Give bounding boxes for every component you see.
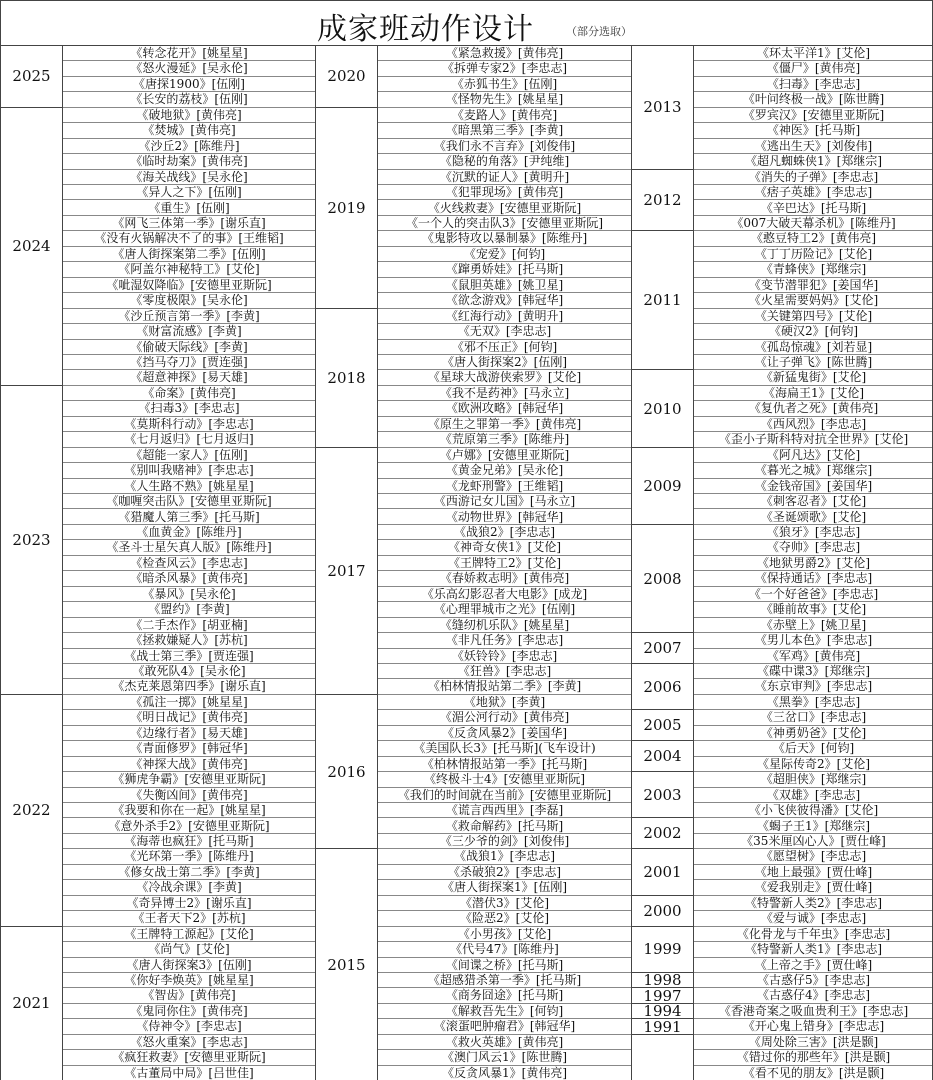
- film-entry: 《三少爷的剑》[刘俊伟]: [378, 834, 631, 849]
- film-entry: 《人生路不熟》[姚星星]: [63, 479, 315, 494]
- film-entry: 《超感猎杀第一季》[托马斯]: [378, 973, 631, 988]
- film-entry: 《别叫我赌神》[李忠志]: [63, 463, 315, 478]
- film-entry: 《特警新人类2》[李忠志]: [694, 896, 933, 911]
- film-entry: 《化骨龙与千年虫》[李忠志]: [694, 927, 933, 942]
- film-entry: 《星球大战游侠索罗》[艾伦]: [378, 370, 631, 385]
- film-entry: 《暗黑第三季》[李黄]: [378, 123, 631, 138]
- film-entry: 《神探大战》[黄伟亮]: [63, 757, 315, 772]
- film-entry: 《动物世界》[韩冠华]: [378, 510, 631, 525]
- year-label: 2010: [632, 370, 693, 447]
- film-entry: 《唐人街探案3》[伍刚]: [63, 958, 315, 973]
- year-label: 2024: [1, 108, 62, 386]
- film-entry: 《战士第三季》[贾连强]: [63, 649, 315, 664]
- film-entry: 《沙丘2》[陈维丹]: [63, 139, 315, 154]
- film-entry: 《宠爱》[何钧]: [378, 247, 631, 262]
- film-entry: 《杰克莱恩第四季》[谢乐直]: [63, 679, 315, 694]
- film-entry: 《莫斯科行动》[李忠志]: [63, 417, 315, 432]
- film-entry: 《血黄金》[陈维丹]: [63, 525, 315, 540]
- film-entry: 《蹿勇娇娃》[托马斯]: [378, 262, 631, 277]
- film-entry: 《险恶2》[艾伦]: [378, 911, 631, 926]
- year-label: 2002: [632, 819, 693, 850]
- film-entry: 《歪小子斯科特对抗全世界》[艾伦]: [694, 432, 933, 447]
- film-entry: 《开心鬼上错身》[李忠志]: [694, 1019, 933, 1034]
- film-entry: 《终极斗士4》[安德里亚斯阮]: [378, 772, 631, 787]
- film-entry: 《异人之下》[伍刚]: [63, 185, 315, 200]
- film-entry: 《二手杰作》[胡亚楠]: [63, 618, 315, 633]
- film-entry: 《欲念游戏》[韩冠华]: [378, 293, 631, 308]
- film-entry: 《一个人的突击队3》[安德里亚斯阮]: [378, 216, 631, 231]
- film-entry: 《盟约》[李黄]: [63, 602, 315, 617]
- film-entry: 《西游记女儿国》[马永立]: [378, 494, 631, 509]
- year-label: 1994: [632, 1004, 693, 1019]
- film-entry: 《麦路人》[黄伟亮]: [378, 108, 631, 123]
- year-label: 2005: [632, 710, 693, 741]
- film-entry: 《长安的荔枝》[伍刚]: [63, 92, 315, 107]
- film-entry: 《鬼影特攻以暴制暴》[陈维丹]: [378, 231, 631, 246]
- film-entry: 《海扁王1》[艾伦]: [694, 386, 933, 401]
- film-entry: 《狼牙》[李忠志]: [694, 525, 933, 540]
- film-entry: 《黑拳》[李忠志]: [694, 695, 933, 710]
- film-entry: 《古惑仔4》[李忠志]: [694, 988, 933, 1003]
- year-label: 2023: [1, 386, 62, 695]
- film-entry: 《后天》[何钧]: [694, 741, 933, 756]
- film-entry: 《超意神探》[易天雄]: [63, 370, 315, 385]
- film-entry: 《爱我别走》[贾仕峰]: [694, 880, 933, 895]
- year-label: 2021: [1, 927, 62, 1080]
- film-entry: 《地狱男爵2》[艾伦]: [694, 556, 933, 571]
- film-entry: 《愿望树》[李忠志]: [694, 849, 933, 864]
- film-entry: 《变节潜罪犯》[姜国华]: [694, 278, 933, 293]
- film-entry: 《罗宾汉》[安德里亚斯阮]: [694, 108, 933, 123]
- film-entry: 《阿盖尔神秘特工》[艾伦]: [63, 262, 315, 277]
- film-entry: 《扫毒3》[李忠志]: [63, 401, 315, 416]
- film-entry: 《咖喱突击队》[安德里亚斯阮]: [63, 494, 315, 509]
- film-entry: 《睡前故事》[艾伦]: [694, 602, 933, 617]
- film-entry: 《爱与诚》[李忠志]: [694, 911, 933, 926]
- film-entry: 《红海行动》[黄明升]: [378, 309, 631, 324]
- film-entry: 《孤岛惊魂》[刘若显]: [694, 340, 933, 355]
- film-entry: 《代号47》[陈维丹]: [378, 942, 631, 957]
- film-entry: 《乐高幻影忍者大电影》[成龙]: [378, 587, 631, 602]
- film-entry: 《青蜂侠》[郑继宗]: [694, 262, 933, 277]
- film-entry: 《海关战线》[吴永伦]: [63, 170, 315, 185]
- film-entry: 《反贪风暴1》[黄伟亮]: [378, 1066, 631, 1080]
- film-entry: 《救命解药》[托马斯]: [378, 819, 631, 834]
- film-entry: 《看不见的朋友》[洪是颢]: [694, 1066, 933, 1080]
- film-entry: 《唐人街探案1》[伍刚]: [378, 880, 631, 895]
- film-entry: 《消失的子弹》[李忠志]: [694, 170, 933, 185]
- film-entry: 《网飞三体第一季》[谢乐直]: [63, 216, 315, 231]
- year-label: 2003: [632, 772, 693, 818]
- film-entry: 《谎言西西里》[李磊]: [378, 803, 631, 818]
- film-entry: 《辛巴达》[托马斯]: [694, 201, 933, 216]
- film-entry: 《环太平洋1》[艾伦]: [694, 46, 933, 61]
- year-label: 2022: [1, 695, 62, 927]
- film-entry: 《圣斗士星矢真人版》[陈维丹]: [63, 540, 315, 555]
- film-entry: 《怒火漫延》[吴永伦]: [63, 61, 315, 76]
- film-entry: 《神勇奶爸》[艾伦]: [694, 726, 933, 741]
- film-entry: 《挡马夺刀》[贾连强]: [63, 355, 315, 370]
- film-entry: 《转念花开》[姚星星]: [63, 46, 315, 61]
- film-entry: 《商务囧途》[托马斯]: [378, 988, 631, 1003]
- film-entry: 《柏林情报站第一季》[托马斯]: [378, 757, 631, 772]
- film-entry: 《反贪风暴2》[姜国华]: [378, 726, 631, 741]
- film-entry: 《修女战士第二季》[李黄]: [63, 865, 315, 880]
- film-entry: 《沉默的证人》[黄明升]: [378, 170, 631, 185]
- film-entry: 《龙虾刑警》[王维韬]: [378, 479, 631, 494]
- film-entry: 《奇异博士2》[谢乐直]: [63, 896, 315, 911]
- film-entry: 《春娇救志明》[黄伟亮]: [378, 571, 631, 586]
- film-entry: 《明日战记》[黄伟亮]: [63, 710, 315, 725]
- film-entry: 《痞子英雄》[李忠志]: [694, 185, 933, 200]
- film-entry: 《拯救嫌疑人》[苏杭]: [63, 633, 315, 648]
- film-entry: 《救火英雄》[黄伟亮]: [378, 1035, 631, 1050]
- page-header: [1, 0, 933, 46]
- film-list-column: [694, 46, 933, 1080]
- year-label: 2013: [632, 46, 693, 170]
- film-entry: 《紧急救援》[黄伟亮]: [378, 46, 631, 61]
- film-list-column: [63, 46, 316, 1080]
- film-entry: 《美国队长3》[托马斯](飞车设计): [378, 741, 631, 756]
- film-entry: 《蝎子王1》[郑继宗]: [694, 819, 933, 834]
- film-entry: 《滚蛋吧肿瘤君》[韩冠华]: [378, 1019, 631, 1034]
- year-label: 1998: [632, 973, 693, 988]
- film-entry: 《邪不压正》[何钧]: [378, 340, 631, 355]
- year-label: 2008: [632, 525, 693, 633]
- film-entry: 《偷破天际线》[李黄]: [63, 340, 315, 355]
- film-entry: 《疯狂救妻》[安德里亚斯阮]: [63, 1050, 315, 1065]
- film-entry: 《非凡任务》[李忠志]: [378, 633, 631, 648]
- film-entry: 《唐探1900》[伍刚]: [63, 77, 315, 92]
- film-entry: 《边缘行者》[易天雄]: [63, 726, 315, 741]
- film-entry: 《保持通话》[李忠志]: [694, 571, 933, 586]
- film-entry: 《男儿本色》[李忠志]: [694, 633, 933, 648]
- film-entry: 《间谍之桥》[托马斯]: [378, 958, 631, 973]
- film-entry: 《东京审判》[李忠志]: [694, 679, 933, 694]
- film-entry: 《零度极限》[吴永伦]: [63, 293, 315, 308]
- year-column: [316, 46, 378, 1080]
- film-entry: 《鬼同你住》[黄伟亮]: [63, 1004, 315, 1019]
- year-label: 2019: [316, 108, 377, 309]
- year-column: [1, 46, 63, 1080]
- film-entry: 《赤狐书生》[伍刚]: [378, 77, 631, 92]
- film-entry: 《妖铃铃》[李忠志]: [378, 649, 631, 664]
- film-entry: 《沙丘预言第一季》[李黄]: [63, 309, 315, 324]
- film-entry: 《你好李焕英》[姚星星]: [63, 973, 315, 988]
- film-entry: 《王牌特工源起》[艾伦]: [63, 927, 315, 942]
- film-entry: 《战狼1》[李忠志]: [378, 849, 631, 864]
- film-entry: 《双雄》[李忠志]: [694, 788, 933, 803]
- film-entry: 《黄金兄弟》[吴永伦]: [378, 463, 631, 478]
- film-entry: 《呲湿奴降临》[安德里亚斯阮]: [63, 278, 315, 293]
- film-entry: 《拆弹专家2》[李忠志]: [378, 61, 631, 76]
- film-entry: 《柏林情报站第二季》[李黄]: [378, 679, 631, 694]
- film-entry: 《超胆侠》[郑继宗]: [694, 772, 933, 787]
- film-entry: 《隐秘的角落》[尹纯维]: [378, 154, 631, 169]
- film-entry: 《星际传奇2》[艾伦]: [694, 757, 933, 772]
- film-entry: 《火线救妻》[安德里亚斯阮]: [378, 201, 631, 216]
- film-entry: 《古惑仔5》[李忠志]: [694, 973, 933, 988]
- film-entry: 《狂兽》[李忠志]: [378, 664, 631, 679]
- film-entry: 《王牌特工2》[艾伦]: [378, 556, 631, 571]
- film-entry: 《周处除三害》[洪是颢]: [694, 1035, 933, 1050]
- film-entry: 《唐人街探案第二季》[伍刚]: [63, 247, 315, 262]
- film-entry: 《焚城》[黄伟亮]: [63, 123, 315, 138]
- film-entry: 《超能一家人》[伍刚]: [63, 448, 315, 463]
- year-label: 2017: [316, 448, 377, 695]
- film-entry: 《孤注一掷》[姚星星]: [63, 695, 315, 710]
- year-label: 2011: [632, 231, 693, 370]
- film-entry: 《火星需要妈妈》[艾伦]: [694, 293, 933, 308]
- film-entry: 《关键第四号》[艾伦]: [694, 309, 933, 324]
- film-entry: 《心理罪城市之光》[伍刚]: [378, 602, 631, 617]
- year-label: 2006: [632, 664, 693, 710]
- film-entry: 《冷战余课》[李黄]: [63, 880, 315, 895]
- film-entry: 《命案》[黄伟亮]: [63, 386, 315, 401]
- film-entry: 《让子弹飞》[陈世腾]: [694, 355, 933, 370]
- year-label: 2004: [632, 741, 693, 772]
- year-label: 2009: [632, 448, 693, 525]
- year-label: 2007: [632, 633, 693, 664]
- film-entry: 《刺客忍者》[艾伦]: [694, 494, 933, 509]
- film-entry: 《王者天下2》[苏杭]: [63, 911, 315, 926]
- year-label: 2025: [1, 46, 62, 108]
- film-entry: 《尚气》[艾伦]: [63, 942, 315, 957]
- film-entry: 《财富流感》[李黄]: [63, 324, 315, 339]
- film-entry: 《暗杀风暴》[黄伟亮]: [63, 571, 315, 586]
- film-entry: 《破地狱》[黄伟亮]: [63, 108, 315, 123]
- year-label: 2020: [316, 46, 377, 108]
- film-entry: 《古董局中局》[吕世佳]: [63, 1066, 315, 1080]
- film-entry: 《暮光之城》[郑继宗]: [694, 463, 933, 478]
- film-entry: 《光环第一季》[陈维丹]: [63, 849, 315, 864]
- film-entry: 《赤壁上》[姚卫星]: [694, 618, 933, 633]
- film-entry: 《杀破狼2》[李忠志]: [378, 865, 631, 880]
- film-entry: 《缝纫机乐队》[姚星星]: [378, 618, 631, 633]
- year-label: 2016: [316, 695, 377, 850]
- film-entry: 《犯罪现场》[黄伟亮]: [378, 185, 631, 200]
- film-entry: 《我们永不言弃》[刘俊伟]: [378, 139, 631, 154]
- film-entry: 《逃出生天》[刘俊伟]: [694, 139, 933, 154]
- film-entry: 《我们的时间就在当前》[安德里亚斯阮]: [378, 788, 631, 803]
- film-entry: 《卢娜》[安德里亚斯阮]: [378, 448, 631, 463]
- film-entry: 《检查风云》[李忠志]: [63, 556, 315, 571]
- film-entry: 《007大破天幕杀机》[陈维丹]: [694, 216, 933, 231]
- film-entry: 《三岔口》[李忠志]: [694, 710, 933, 725]
- film-entry: 《神医》[托马斯]: [694, 123, 933, 138]
- film-entry: 《怪物先生》[姚星星]: [378, 92, 631, 107]
- film-entry: 《上帝之手》[贾仕峰]: [694, 958, 933, 973]
- film-entry: 《澳门风云1》[陈世腾]: [378, 1050, 631, 1065]
- film-entry: 《僵尸》[黄伟亮]: [694, 61, 933, 76]
- year-label: 1997: [632, 988, 693, 1003]
- film-entry: 《复仇者之死》[黄伟亮]: [694, 401, 933, 416]
- film-entry: 《海蒂也疯狂》[托马斯]: [63, 834, 315, 849]
- film-entry: 《我要和你在一起》[姚星星]: [63, 803, 315, 818]
- year-label: [632, 1035, 693, 1080]
- film-entry: 《碟中谍3》[郑继宗]: [694, 664, 933, 679]
- film-entry: 《35米厘凶心人》[贾仕峰]: [694, 834, 933, 849]
- film-entry: 《小飞侠彼得潘》[艾伦]: [694, 803, 933, 818]
- film-entry: 《没有火锅解决不了的事》[王维韬]: [63, 231, 315, 246]
- film-entry: 《我不是药神》[马永立]: [378, 386, 631, 401]
- film-entry: 《解救吾先生》[何钧]: [378, 1004, 631, 1019]
- page-title: 成家班动作设计: [317, 12, 534, 47]
- film-entry: 《阿凡达》[艾伦]: [694, 448, 933, 463]
- film-entry: 《小男孩》[艾伦]: [378, 927, 631, 942]
- film-entry: 《青面修罗》[韩冠华]: [63, 741, 315, 756]
- film-entry: 《敢死队4》[吴永伦]: [63, 664, 315, 679]
- year-label: 1999: [632, 927, 693, 973]
- film-entry: 《圣诞颂歌》[艾伦]: [694, 510, 933, 525]
- film-entry: 《唐人街探案2》[伍刚]: [378, 355, 631, 370]
- film-entry: 《智齿》[黄伟亮]: [63, 988, 315, 1003]
- year-label: 2012: [632, 170, 693, 232]
- film-entry: 《暴风》[吴永伦]: [63, 587, 315, 602]
- film-entry: 《狮虎争霸》[安德里亚斯阮]: [63, 772, 315, 787]
- film-entry: 《香港奇案之吸血贵利王》[李忠志]: [694, 1004, 933, 1019]
- film-entry: 《军鸡》[黄伟亮]: [694, 649, 933, 664]
- film-entry: 《新猛鬼街》[艾伦]: [694, 370, 933, 385]
- film-entry: 《潜伏3》[艾伦]: [378, 896, 631, 911]
- film-entry: 《超凡蜘蛛侠1》[郑继宗]: [694, 154, 933, 169]
- film-entry: 《失衡凶间》[黄伟亮]: [63, 788, 315, 803]
- film-entry: 《错过你的那些年》[洪是颢]: [694, 1050, 933, 1065]
- film-list-column: [378, 46, 632, 1080]
- film-entry: 《鼠胆英雄》[姚卫星]: [378, 278, 631, 293]
- film-entry: 《叶问终极一战》[陈世腾]: [694, 92, 933, 107]
- film-entry: 《金钱帝国》[姜国华]: [694, 479, 933, 494]
- page-subtitle: （部分选取）: [566, 25, 632, 38]
- film-entry: 《特警新人类1》[李忠志]: [694, 942, 933, 957]
- film-entry: 《夺帅》[李忠志]: [694, 540, 933, 555]
- film-entry: 《荒原第三季》[陈维丹]: [378, 432, 631, 447]
- film-entry: 《丁丁历险记》[艾伦]: [694, 247, 933, 262]
- film-entry: 《神奇女侠1》[艾伦]: [378, 540, 631, 555]
- film-entry: 《地狱》[李黄]: [378, 695, 631, 710]
- film-entry: 《扫毒》[李忠志]: [694, 77, 933, 92]
- year-label: 2000: [632, 896, 693, 927]
- film-entry: 《怒火重案》[李忠志]: [63, 1035, 315, 1050]
- film-entry: 《西风烈》[李忠志]: [694, 417, 933, 432]
- film-entry: 《临时劫案》[黄伟亮]: [63, 154, 315, 169]
- year-label: 1991: [632, 1019, 693, 1034]
- year-label: 2001: [632, 849, 693, 895]
- year-column: [632, 46, 694, 1080]
- film-entry: 《欧洲攻略》[韩冠华]: [378, 401, 631, 416]
- film-entry: 《地上最强》[贾仕峰]: [694, 865, 933, 880]
- film-entry: 《战狼2》[李忠志]: [378, 525, 631, 540]
- film-entry: 《侍神令》[李忠志]: [63, 1019, 315, 1034]
- film-entry: 《原生之罪第一季》[黄伟亮]: [378, 417, 631, 432]
- film-entry: 《猎魔人第三季》[托马斯]: [63, 510, 315, 525]
- film-entry: 《湄公河行动》[黄伟亮]: [378, 710, 631, 725]
- film-entry: 《硬汉2》[何钧]: [694, 324, 933, 339]
- film-entry: 《重生》[伍刚]: [63, 201, 315, 216]
- film-entry: 《七月返归》[七月返归]: [63, 432, 315, 447]
- year-label: 2015: [316, 849, 377, 1080]
- year-label: 2018: [316, 309, 377, 448]
- film-entry: 《憨豆特工2》[黄伟亮]: [694, 231, 933, 246]
- film-entry: 《一个好爸爸》[李忠志]: [694, 587, 933, 602]
- film-entry: 《无双》[李忠志]: [378, 324, 631, 339]
- film-entry: 《意外杀手2》[安德里亚斯阮]: [63, 819, 315, 834]
